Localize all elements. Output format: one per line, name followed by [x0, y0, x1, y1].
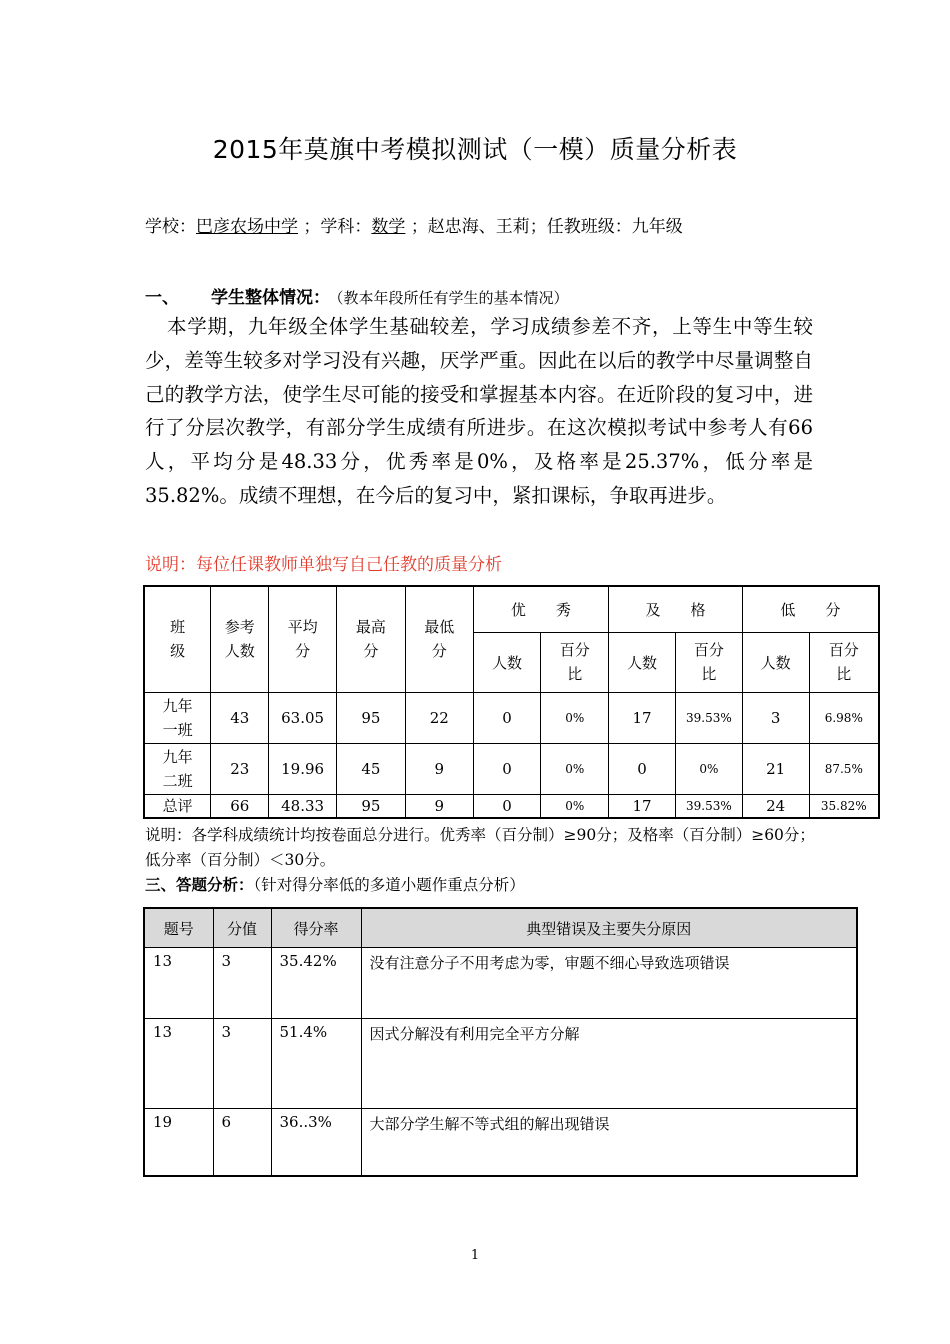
cell-excellent-count: 0	[473, 692, 541, 743]
cell-excellent-pct: 0%	[541, 794, 609, 818]
table-row	[144, 794, 879, 818]
cell-score-value: 3	[213, 1019, 271, 1109]
school-info-line	[145, 212, 683, 237]
subheader-count: 人数	[609, 632, 676, 692]
cell-min: 9	[405, 743, 473, 794]
header-pass: 及 格	[609, 586, 743, 632]
header-low: 低 分	[742, 586, 879, 632]
header-score-rate: 得分率	[271, 908, 361, 948]
cell-score-value: 6	[213, 1109, 271, 1176]
cell-max: 45	[337, 743, 406, 794]
table-row	[144, 948, 857, 1019]
cell-score-rate: 51.4%	[271, 1019, 361, 1109]
cell-low-count: 3	[742, 692, 809, 743]
cell-excellent-pct: 0%	[541, 692, 609, 743]
cell-low-pct: 87.5%	[809, 743, 879, 794]
table-row	[144, 1019, 857, 1109]
subheader-pct: 百分比	[675, 632, 742, 692]
statistics-note: 说明：各学科成绩统计均按卷面总分进行。优秀率（百分制）≥90分；及格率（百分制）≥60分；低分率（百分制）＜30分。	[145, 826, 815, 869]
section-3-title: 三、答题分析：	[145, 876, 254, 894]
table-row	[144, 743, 879, 794]
cell-pass-count: 17	[609, 692, 676, 743]
cell-min: 9	[405, 794, 473, 818]
page-title: 2015年莫旗中考模拟测试（一模）质量分析表	[212, 135, 738, 164]
cell-pass-count: 0	[609, 743, 676, 794]
cell-excellent-count: 0	[473, 794, 541, 818]
cell-low-pct: 35.82%	[809, 794, 879, 818]
cell-min: 22	[405, 692, 473, 743]
cell-question-no: 13	[144, 948, 213, 1019]
class-name: 总评	[144, 794, 211, 818]
header-count: 参考人数	[211, 586, 269, 692]
subheader-count: 人数	[473, 632, 541, 692]
header-class: 班级	[144, 586, 211, 692]
section-1-title: 学生整体情况：	[211, 288, 330, 308]
cell-avg: 63.05	[269, 692, 337, 743]
cell-pass-count: 17	[609, 794, 676, 818]
section-1-note: （教本年段所任有学生的基本情况）	[336, 289, 569, 307]
table-row	[144, 1109, 857, 1176]
header-error-analysis: 典型错误及主要失分原因	[361, 908, 857, 948]
table-row	[144, 692, 879, 743]
cell-low-pct: 6.98%	[809, 692, 879, 743]
section-3-heading	[145, 873, 525, 895]
teachers-info: ；赵忠海、王莉；任教班级：九年级	[410, 217, 683, 237]
cell-avg: 19.96	[269, 743, 337, 794]
cell-question-no: 19	[144, 1109, 213, 1176]
cell-count: 43	[211, 692, 269, 743]
cell-max: 95	[337, 692, 406, 743]
cell-avg: 48.33	[269, 794, 337, 818]
cell-excellent-pct: 0%	[541, 743, 609, 794]
cell-error-analysis: 因式分解没有利用完全平方分解	[361, 1019, 857, 1109]
cell-low-count: 24	[742, 794, 809, 818]
cell-error-analysis: 大部分学生解不等式组的解出现错误	[361, 1109, 857, 1176]
cell-score-value: 3	[213, 948, 271, 1019]
cell-score-rate: 35.42%	[271, 948, 361, 1019]
cell-question-no: 13	[144, 1019, 213, 1109]
answer-analysis-table	[143, 907, 858, 1177]
school-name: 巴彦农场中学	[196, 217, 298, 237]
score-statistics-table	[143, 585, 880, 819]
cell-max: 95	[337, 794, 406, 818]
overview-paragraph: 本学期，九年级全体学生基础较差，学习成绩参差不齐，上等生中等生较少，差等生较多对学习没有兴趣，厌学严重。因此在以后的教学中尽量调整自己的教学方法，使学生尽可能的接受和掌握基本内容。在近阶段的复习中，进行了分层次教学，有部分学生成绩有所进步。在这次模拟考试中参考人有66人，平均分是48.33分，优秀率是0%，及格率是25.37%，低分率是35.82%。成绩不理想，在今后的复习中，紧扣课标，争取再进步。	[145, 315, 813, 507]
cell-pass-pct: 39.53%	[675, 794, 742, 818]
cell-count: 66	[211, 794, 269, 818]
cell-excellent-count: 0	[473, 743, 541, 794]
cell-pass-pct: 39.53%	[675, 692, 742, 743]
subheader-pct: 百分比	[541, 632, 609, 692]
section-1-heading	[145, 283, 569, 308]
header-score-value: 分值	[213, 908, 271, 948]
header-avg: 平均分	[269, 586, 337, 692]
subheader-count: 人数	[742, 632, 809, 692]
school-label: 学校：	[145, 217, 196, 237]
header-excellent: 优 秀	[473, 586, 609, 632]
page-number: 1	[470, 1248, 480, 1263]
header-question-no: 题号	[144, 908, 213, 948]
cell-count: 23	[211, 743, 269, 794]
cell-score-rate: 36..3%	[271, 1109, 361, 1176]
class-name: 九年一班	[144, 692, 211, 743]
cell-pass-pct: 0%	[675, 743, 742, 794]
red-instruction-note: 说明：每位任课教师单独写自己任教的质量分析	[145, 555, 502, 575]
subject-name: 数学	[371, 217, 406, 237]
header-max: 最高分	[337, 586, 406, 692]
subheader-pct: 百分比	[809, 632, 879, 692]
cell-low-count: 21	[742, 743, 809, 794]
section-1-number: 一、	[145, 288, 179, 308]
header-min: 最低分	[405, 586, 473, 692]
class-name: 九年二班	[144, 743, 211, 794]
section-3-note: （针对得分率低的多道小题作重点分析）	[253, 876, 525, 894]
cell-error-analysis: 没有注意分子不用考虑为零，审题不细心导致选项错误	[361, 948, 857, 1019]
subject-label: ；学科：	[303, 217, 372, 237]
